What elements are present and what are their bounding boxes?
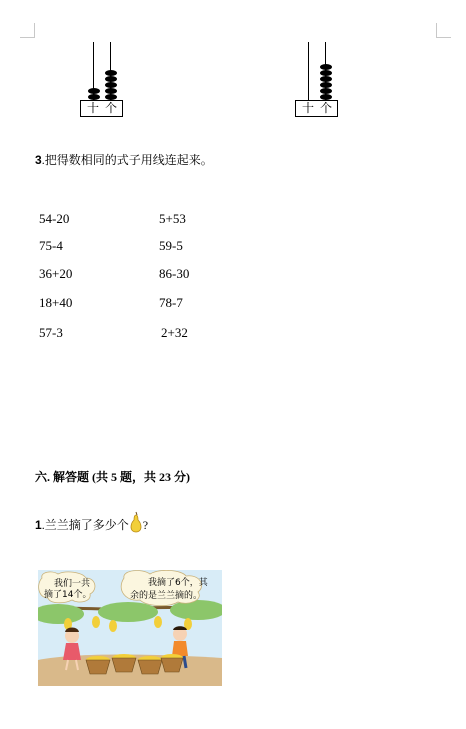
abacus-tens-rod bbox=[308, 42, 309, 100]
abacus-left bbox=[80, 40, 124, 120]
question-text: .兰兰摘了多少个 bbox=[41, 518, 129, 532]
abacus-bead bbox=[320, 64, 332, 70]
bubble-left-text: 我们一共 bbox=[54, 579, 91, 589]
left-expression[interactable]: 18+40 bbox=[39, 295, 73, 310]
abacus-right bbox=[295, 40, 339, 120]
ones-label: 个 bbox=[320, 101, 333, 115]
abacus-bead bbox=[320, 82, 332, 88]
right-expression[interactable]: 78-7 bbox=[159, 295, 183, 310]
page-corner-mark bbox=[436, 23, 451, 38]
abacus-bead bbox=[105, 76, 117, 82]
ones-label: 个 bbox=[105, 101, 118, 115]
pear-picking-illustration bbox=[38, 570, 222, 686]
left-expression[interactable]: 57-3 bbox=[39, 325, 63, 340]
page-corner-mark bbox=[20, 23, 35, 38]
right-expression[interactable]: 5+53 bbox=[159, 211, 186, 226]
bubble-right-text: 我摘了6个，其 bbox=[148, 578, 208, 588]
abacus-bead bbox=[88, 88, 100, 94]
left-expression[interactable]: 75-4 bbox=[39, 238, 63, 253]
abacus-bead bbox=[320, 76, 332, 82]
question-3-title bbox=[35, 153, 213, 167]
abacus-place-label bbox=[80, 100, 123, 117]
abacus-bead bbox=[105, 88, 117, 94]
abacus-bead bbox=[105, 70, 117, 76]
section-6-title: 六. 解答题 (共 5 题，共 23 分) bbox=[35, 470, 190, 484]
bubble-right-text: 余的是兰兰摘的。 bbox=[130, 591, 203, 601]
question-1-title bbox=[35, 511, 148, 533]
left-expression[interactable]: 54-20 bbox=[39, 211, 70, 226]
question-number: 1 bbox=[35, 518, 42, 532]
right-expression[interactable]: 59-5 bbox=[159, 238, 183, 253]
left-expression[interactable]: 36+20 bbox=[39, 266, 73, 281]
tens-label: 十 bbox=[302, 101, 315, 115]
question-number: 3 bbox=[35, 153, 42, 167]
bubble-left-text: 摘了14个。 bbox=[44, 590, 92, 600]
pear-icon bbox=[130, 511, 142, 533]
right-expression[interactable]: 86-30 bbox=[159, 266, 190, 281]
abacus-bead bbox=[105, 82, 117, 88]
right-expression[interactable]: 2+32 bbox=[161, 325, 188, 340]
illustration-scene bbox=[38, 570, 222, 686]
abacus-bead bbox=[320, 88, 332, 94]
tens-label: 十 bbox=[87, 101, 100, 115]
abacus-bead bbox=[320, 70, 332, 76]
question-suffix: ? bbox=[142, 518, 149, 532]
abacus-place-label bbox=[295, 100, 338, 117]
question-text: .把得数相同的式子用线连起来。 bbox=[41, 153, 213, 167]
